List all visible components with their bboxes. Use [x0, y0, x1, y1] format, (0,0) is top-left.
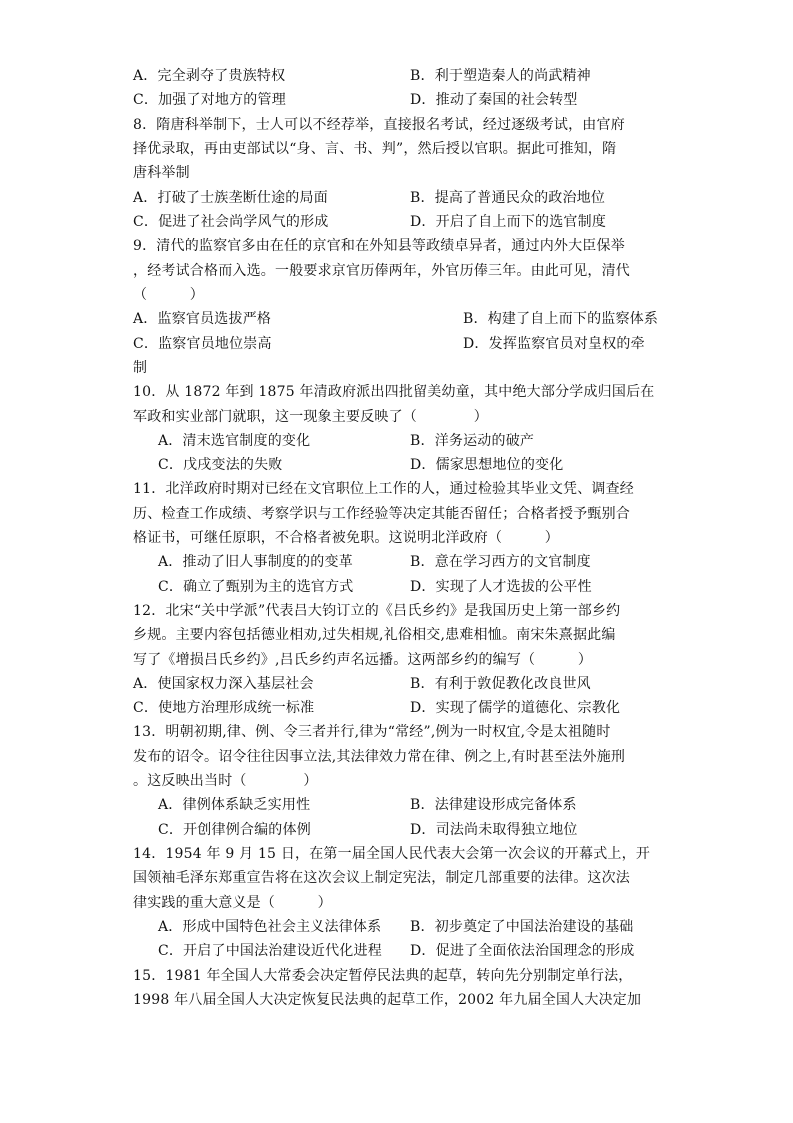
q15-stem-line-2: 1998 年八届全国人大决定恢复民法典的起草工作，2002 年九届全国人大决定加	[133, 992, 642, 1008]
q9-option-d-wrap: 制	[133, 360, 148, 376]
q13-option-c: C．开创律例合编的体例	[158, 822, 311, 838]
q11-option-a: A．推动了旧人事制度的的变革	[158, 554, 353, 570]
q8-option-d: D．开启了自上而下的选官制度	[410, 214, 607, 230]
q8-option-a: A．打破了士族垄断仕途的局面	[133, 190, 328, 206]
q11-stem-line-2: 历、检查工作成绩、考察学识与工作经验等决定其能否留任；合格者授予甄别合	[133, 506, 630, 522]
q12-stem-line-3: 写了《增损吕氏乡约》,吕氏乡约声名远播。这两部乡约的编写（ ）	[133, 652, 593, 668]
q11-option-c: C．确立了甄别为主的选官方式	[158, 579, 354, 595]
q11-option-b: B．意在学习西方的文官制度	[410, 554, 591, 570]
q13-option-b: B．法律建设形成完备体系	[410, 797, 577, 813]
q7-option-b: B．利于塑造秦人的尚武精神	[410, 68, 591, 84]
q8-option-c: C．促进了社会尚学风气的形成	[133, 214, 329, 230]
q14-stem-line-2: 国领袖毛泽东郑重宣告将在这次会议上制定宪法，制定几部重要的法律。这次法	[133, 870, 630, 886]
q12-stem-line-2: 乡规。主要内容包括德业相劝,过失相规,礼俗相交,患难相恤。南宋朱熹据此编	[133, 627, 616, 643]
q14-stem-line-3: 律实践的重大意义是（ ）	[133, 895, 332, 911]
q13-option-a: A．律例体系缺乏实用性	[158, 797, 311, 813]
q13-option-d: D．司法尚未取得独立地位	[410, 822, 578, 838]
q13-stem-line-3: 。这反映出当时（ ）	[133, 773, 318, 789]
q14-stem-line-1: 14．1954 年 9 月 15 日，在第一届全国人民代表大会第一次会议的开幕式上，开	[133, 846, 651, 862]
q10-stem-line-1: 10．从 1872 年到 1875 年清政府派出四批留美幼童，其中绝大部分学成归国后在	[133, 384, 655, 400]
q9-option-b: B．构建了自上而下的监察体系	[463, 311, 659, 327]
q10-option-b: B．洋务运动的破产	[410, 433, 535, 449]
q9-stem-line-1: 9．清代的监察官多由在任的京官和在外知县等政绩卓异者，通过内外大臣保举	[133, 238, 625, 254]
q12-option-a: A．使国家权力深入基层社会	[133, 676, 314, 692]
q8-option-b: B．提高了普通民众的政治地位	[410, 190, 606, 206]
q8-stem-line-3: 唐科举制	[133, 165, 190, 181]
q12-option-d: D．实现了儒学的道德化、宗教化	[410, 700, 621, 716]
q11-stem-line-3: 格证书，可继任原职，不合格者被免职。这说明北洋政府（ ）	[133, 530, 559, 546]
q9-stem-line-2: ，经考试合格而入选。一般要求京官历俸两年，外官历俸三年。由此可见，清代	[133, 263, 630, 279]
q9-option-c: C．监察官员地位崇高	[133, 336, 272, 352]
q14-option-a: A．形成中国特色社会主义法律体系	[158, 919, 382, 935]
q10-option-a: A．清末选官制度的变化	[158, 433, 311, 449]
q12-stem-line-1: 12．北宋“关中学派”代表吕大钧订立的《吕氏乡约》是我国历史上第一部乡约	[133, 603, 621, 619]
q14-option-c: C．开启了中国法治建设近代化进程	[158, 943, 382, 959]
q15-stem-line-1: 15．1981 年全国人大常委会决定暂停民法典的起草，转向先分别制定单行法，	[133, 968, 633, 984]
q10-option-c: C．戊戌变法的失败	[158, 457, 283, 473]
q14-option-d: D．促进了全面依法治国理念的形成	[410, 943, 635, 959]
q7-option-c: C．加强了对地方的管理	[133, 92, 286, 108]
q12-option-c: C．使地方治理形成统一标准	[133, 700, 315, 716]
q9-stem-line-3: （ ）	[133, 287, 204, 303]
q9-option-d: D．发挥监察官员对皇权的牵	[463, 336, 645, 352]
q11-option-d: D．实现了人才选拔的公平性	[410, 579, 592, 595]
q13-stem-line-1: 13．明朝初期,律、例、令三者并行,律为“常经”,例为一时权宜,令是太祖随时	[133, 724, 611, 740]
q8-stem-line-2: 择优录取，再由吏部试以“身、言、书、判”，然后授以官职。据此可推知，隋	[133, 141, 617, 157]
q7-option-a: A．完全剥夺了贵族特权	[133, 68, 286, 84]
q10-stem-line-2: 军政和实业部门就职，这一现象主要反映了（ ）	[133, 409, 488, 425]
q8-stem-line-1: 8．隋唐科举制下，士人可以不经荐举，直接报名考试，经过逐级考试，由官府	[133, 117, 625, 133]
q13-stem-line-2: 发布的诏令。诏令往往因事立法,其法律效力常在律、例之上,有时甚至法外施刑	[133, 749, 626, 765]
q14-option-b: B．初步奠定了中国法治建设的基础	[410, 919, 634, 935]
q12-option-b: B．有利于敦促教化改良世风	[410, 676, 591, 692]
q10-option-d: D．儒家思想地位的变化	[410, 457, 564, 473]
q7-option-d: D．推动了秦国的社会转型	[410, 92, 578, 108]
q11-stem-line-1: 11．北洋政府时期对已经在文官职位上工作的人，通过检验其毕业文凭、调查经	[133, 481, 635, 497]
q9-option-a: A．监察官员选拔严格	[133, 311, 272, 327]
